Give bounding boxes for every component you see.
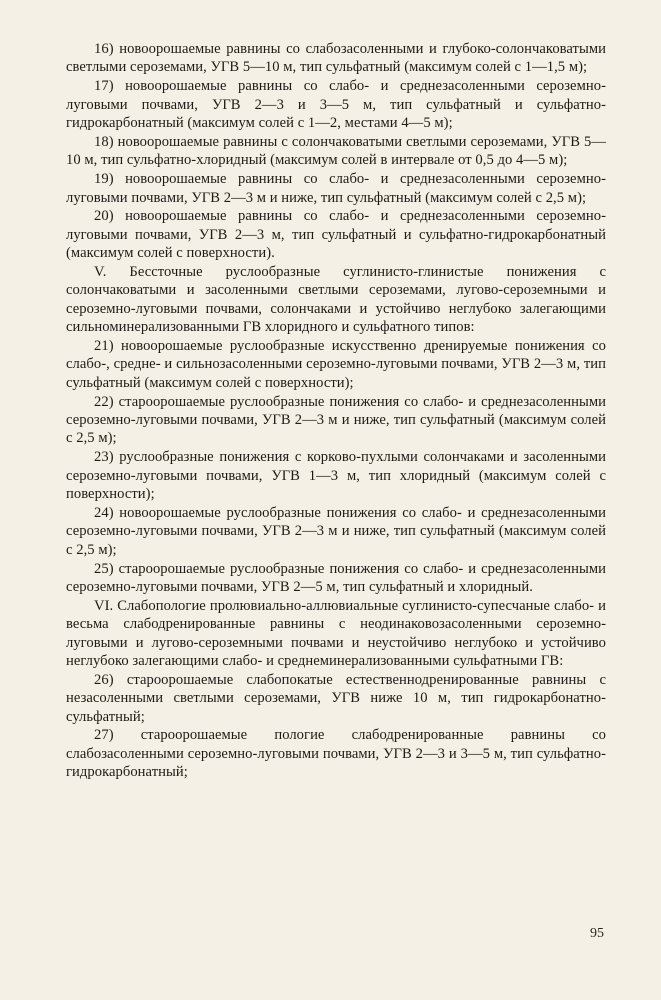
paragraph-item-19: 19) новоорошаемые равнины со слабо- и среднезасоленными сероземно-луговыми почвами, УГВ 2—3 м и ниже, тип сульфатный (максимум солей с 2,5 м); bbox=[66, 171, 606, 206]
paragraph-item-21: 21) новоорошаемые руслообразные искусственно дренируемые понижения со слабо-, средне- и сильнозасоленными сероземно-луговыми почвами, УГВ 2—3 м, тип сульфатный (максимум солей с поверхности); bbox=[66, 338, 606, 391]
page-number: 95 bbox=[590, 926, 604, 941]
section-heading-v: V. Бессточные руслообразные суглинисто-глинистые понижения с солончаковатыми и засоленными светлыми сероземами, лугово-сероземными и сероземно-луговыми почвами, солончаками и устойчиво неглубоко залегающими сильноминерализованными ГВ хлоридного и сульфатного типов: bbox=[66, 264, 606, 336]
paragraph-item-23: 23) руслообразные понижения с корково-пухлыми солончаками и засоленными сероземно-луговыми почвами, УГВ 1—3 м, тип хлоридный (максимум солей с поверхности); bbox=[66, 449, 606, 502]
body-text bbox=[66, 40, 606, 781]
section-heading-vi: VI. Слабопологие пролювиально-аллювиальные суглинисто-супесчаные слабо- и весьма слабодренированные равнины с неодинаковозасоленными сероземно-луговыми и лугово-сероземными почвами и неустойчиво неглубоко и устойчиво неглубоко залегающими слабо- и среднеминерализованными сульфатными ГВ: bbox=[66, 597, 606, 669]
paragraph-item-26: 26) староорошаемые слабопокатые естественнодренированные равнины с незасоленными светлыми сероземами, УГВ ниже 10 м, тип гидрокарбонатно-сульфатный; bbox=[66, 671, 606, 725]
paragraph-item-17: 17) новоорошаемые равнины со слабо- и среднезасоленными сероземно-луговыми почвами, УГВ 2—3 и 3—5 м, тип сульфатный и сульфатно-гидрокарбонатный (максимум солей с 1—2, местами 4—5 м); bbox=[66, 78, 606, 131]
paragraph-item-16: 16) новоорошаемые равнины со слабозасоленными и глубоко-солончаковатыми светлыми сероземами, УГВ 5—10 м, тип сульфатный (максимум солей с 1—1,5 м); bbox=[66, 41, 606, 76]
paragraph-item-22: 22) староорошаемые руслообразные понижения со слабо- и среднезасоленными сероземно-луговыми почвами, УГВ 2—3 м и ниже, тип сульфатный (максимум солей с 2,5 м); bbox=[66, 393, 606, 447]
paragraph-item-25: 25) староорошаемые руслообразные понижения со слабо- и среднезасоленными сероземно-луговыми почвами, УГВ 2—5 м, тип сульфатный и хлоридный. bbox=[66, 560, 606, 595]
paragraph-item-27: 27) староорошаемые пологие слабодренированные равнины со слабозасоленными сероземно-луговыми почвами, УГВ 2—3 и 3—5 м, тип сульфатно-гидрокарбонатный; bbox=[66, 727, 606, 781]
paragraph-item-18: 18) новоорошаемые равнины с солончаковатыми светлыми сероземами, УГВ 5—10 м, тип сульфатно-хлоридный (максимум солей в интервале от 0,5 до 4—5 м); bbox=[66, 133, 606, 169]
paragraph-item-24: 24) новоорошаемые руслообразные понижения со слабо- и среднезасоленными сероземно-луговыми почвами, УГВ 2—3 м и ниже, тип сульфатный (максимум солей с 2,5 м); bbox=[66, 504, 606, 558]
paragraph-item-20: 20) новоорошаемые равнины со слабо- и среднезасоленными сероземно-луговыми почвами, УГВ 2—3 м, тип сульфатный и сульфатно-гидрокарбонатный (максимум солей с поверхности). bbox=[66, 208, 606, 262]
